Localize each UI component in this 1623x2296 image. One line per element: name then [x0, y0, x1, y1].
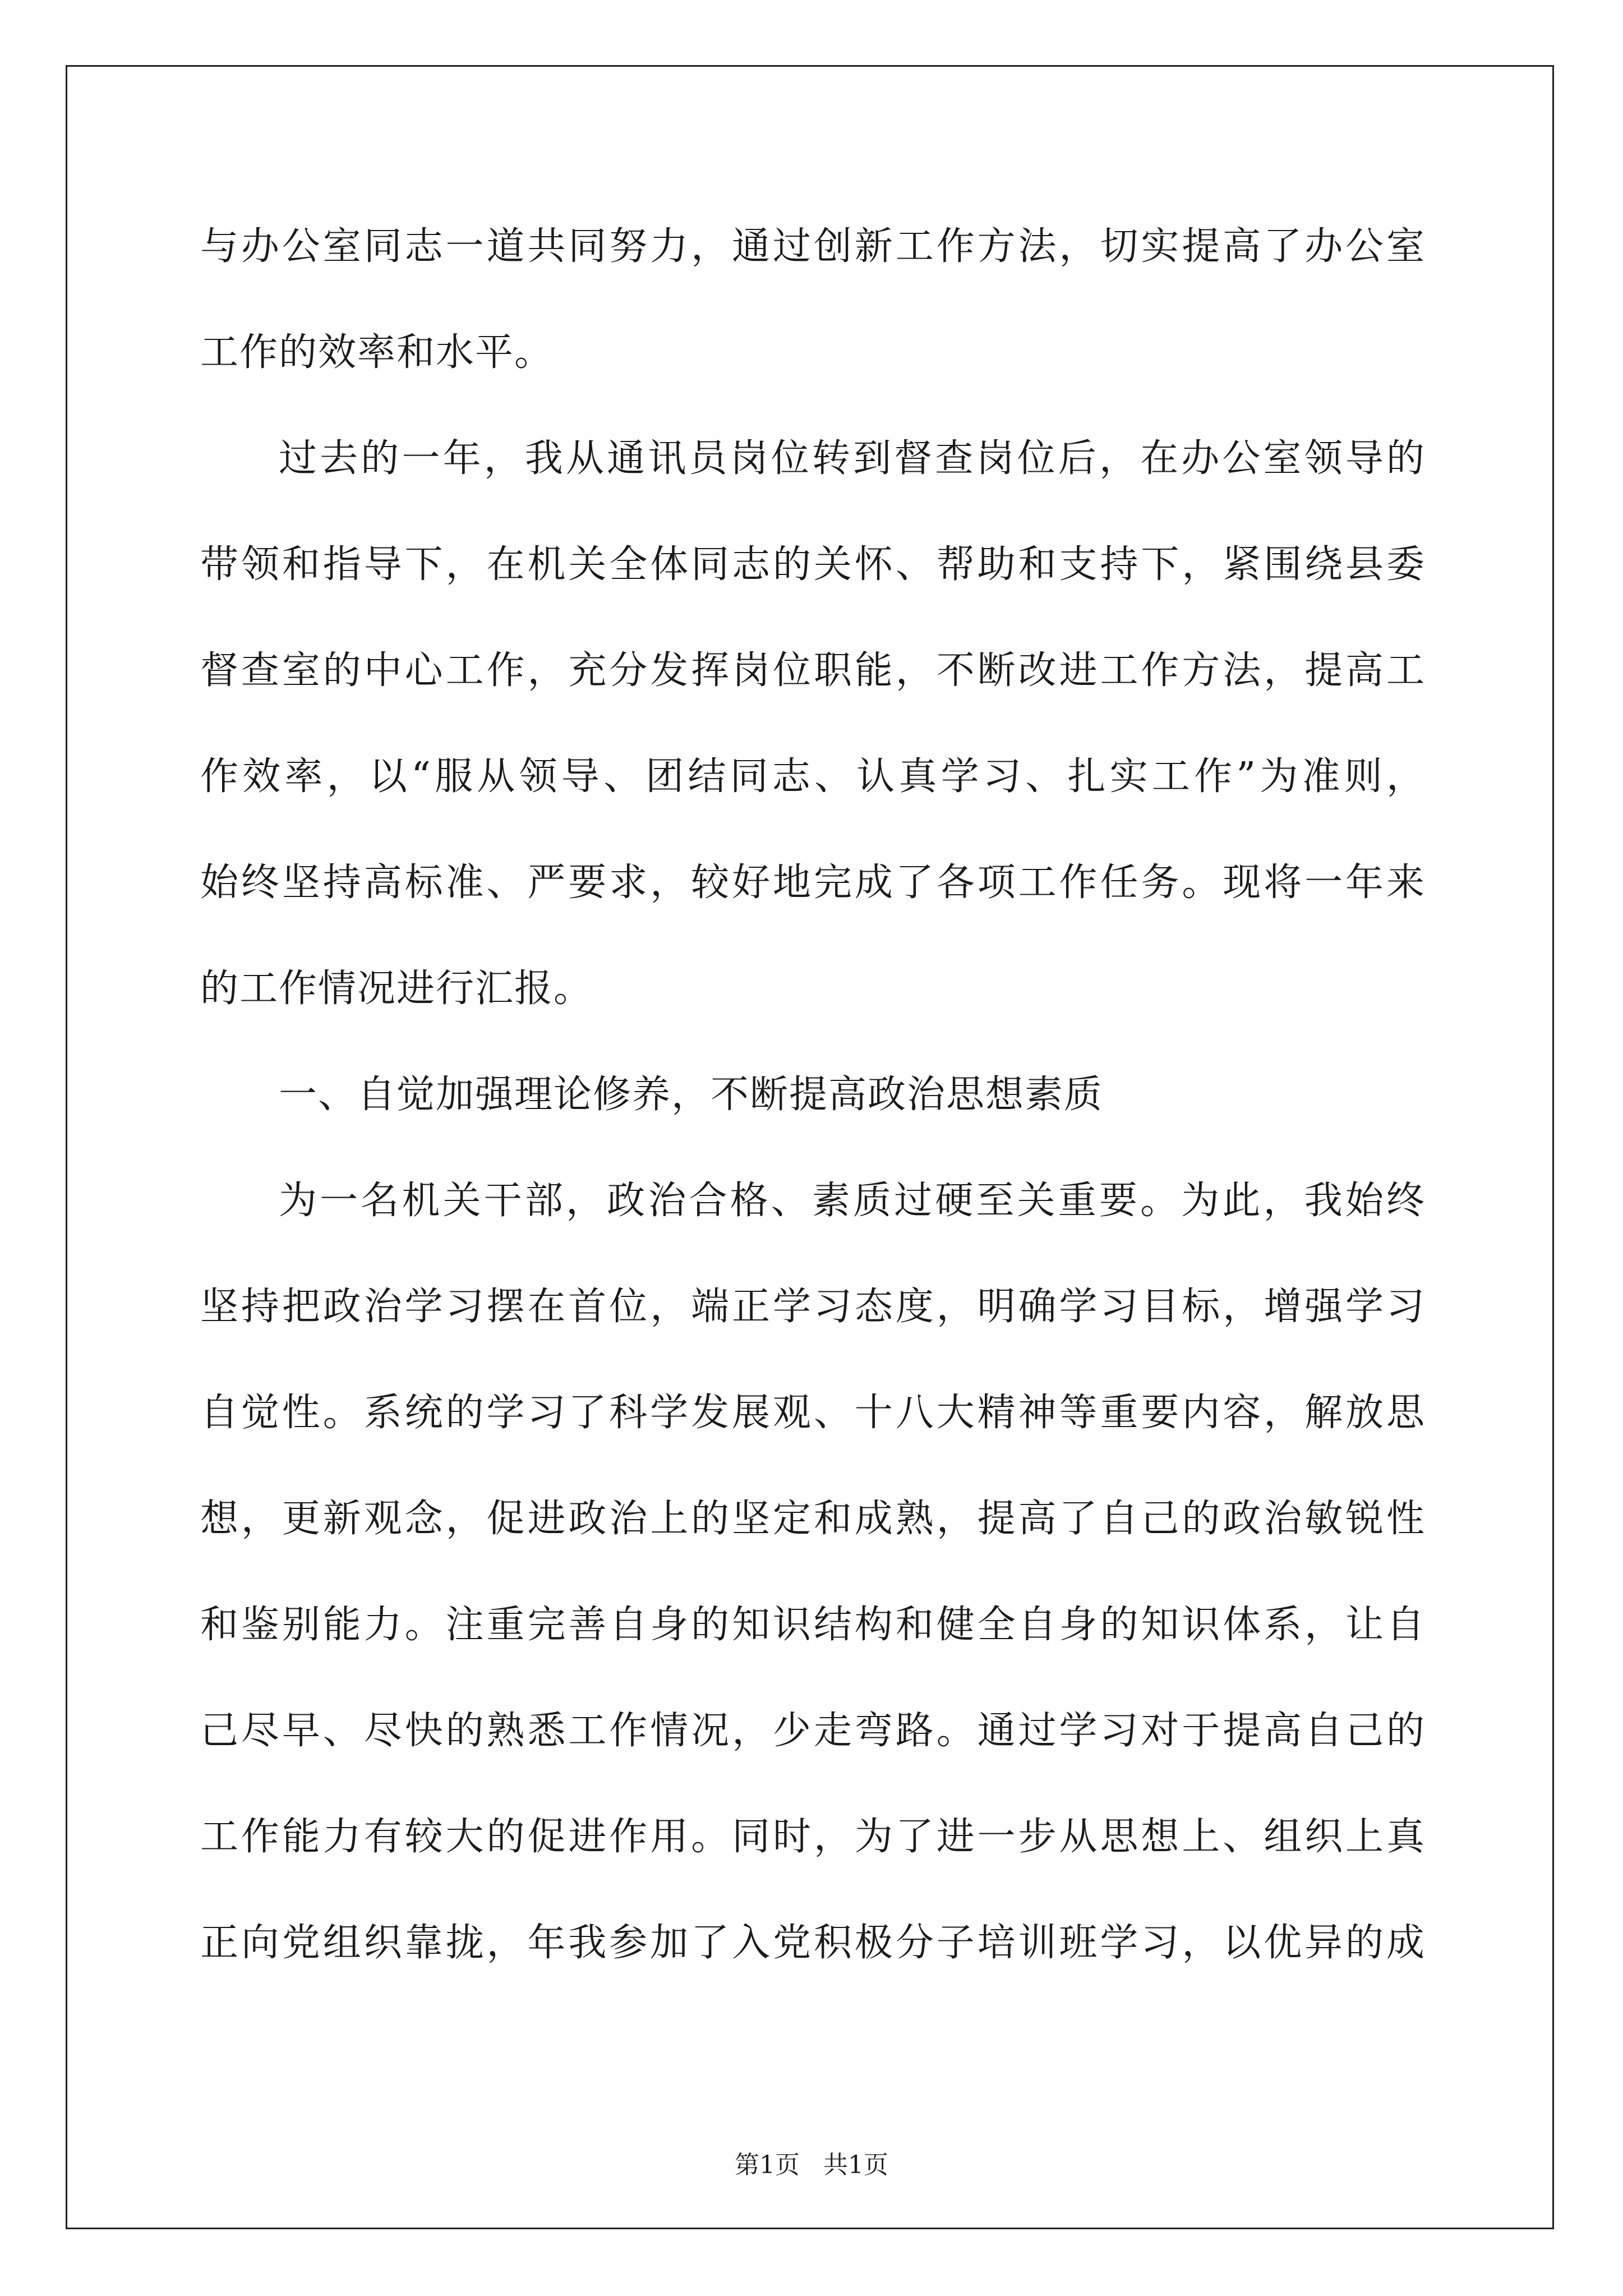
text-line: 工作能力有较大的促进作用。同时，为了进一步从思想上、组织上真 [200, 1815, 1426, 1859]
page-number-footer: 第1页 共1页 [735, 2151, 888, 2179]
text-line: 与办公室同志一道共同努力，通过创新工作方法，切实提高了办公室 [200, 224, 1426, 269]
paragraph-first-line: 过去的一年，我从通讯员岗位转到督查岗位后，在办公室领导的 [279, 436, 1426, 481]
text-line: 正向党组织靠拢，年我参加了入党积极分子培训班学习，以优异的成 [200, 1921, 1426, 1965]
text-line: 己尽早、尽快的熟悉工作情况，少走弯路。通过学习对于提高自己的 [200, 1709, 1426, 1753]
section-heading: 一、自觉加强理论修养，不断提高政治思想素质 [279, 1073, 1104, 1117]
text-line: 想，更新观念，促进政治上的坚定和成熟，提高了自己的政治敏锐性 [200, 1497, 1426, 1541]
text-line: 坚持把政治学习摆在首位，端正学习态度，明确学习目标，增强学习 [200, 1285, 1426, 1329]
text-line: 督查室的中心工作，充分发挥岗位职能，不断改进工作方法，提高工 [200, 648, 1426, 693]
text-line: 和鉴别能力。注重完善自身的知识结构和健全自身的知识体系，让自 [200, 1603, 1426, 1647]
text-line: 自觉性。系统的学习了科学发展观、十八大精神等重要内容，解放思 [200, 1391, 1426, 1435]
text-line: 始终坚持高标准、严要求，较好地完成了各项工作任务。现将一年来 [200, 861, 1426, 905]
text-line: 工作的效率和水平。 [200, 330, 554, 375]
document-body [200, 219, 1426, 2021]
text-line: 的工作情况进行汇报。 [200, 967, 593, 1011]
paragraph-first-line: 为一名机关干部，政治合格、素质过硬至关重要。为此，我始终 [279, 1179, 1426, 1223]
text-line: 带领和指导下，在机关全体同志的关怀、帮助和支持下，紧围绕县委 [200, 542, 1426, 587]
text-line: 作效率，以“服从领导、团结同志、认真学习、扎实工作”为准则， [200, 754, 1426, 799]
